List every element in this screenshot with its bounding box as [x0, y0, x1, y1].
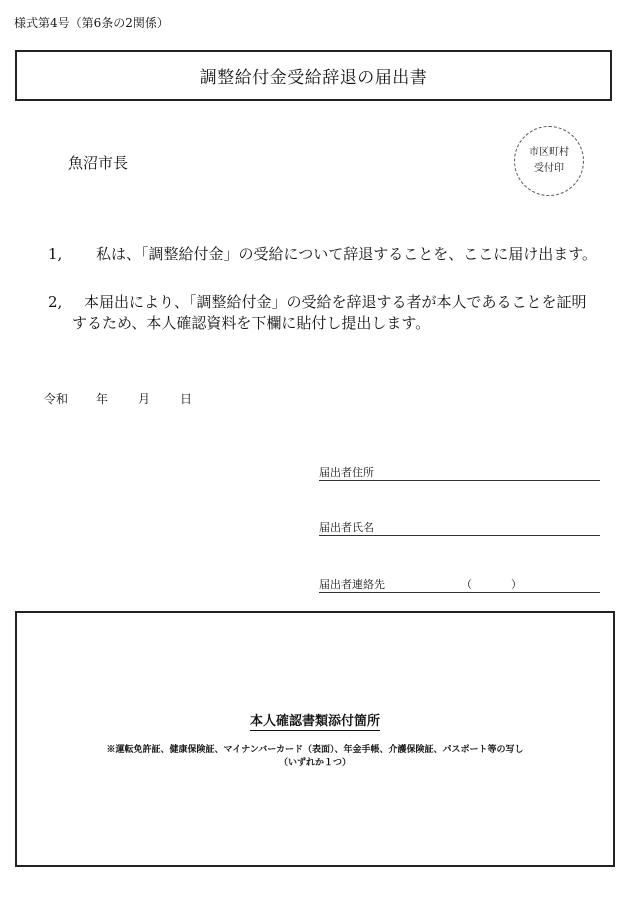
area-code-open-paren: （	[461, 578, 472, 591]
id-section-heading-text: 本人確認書類添付箇所	[249, 714, 380, 729]
id-note-line-1: ※運転免許証、健康保険証、マイナンバーカード（表面）、年金手帳、介護保険証、パスポート等の写し	[106, 745, 524, 755]
clause-1	[48, 244, 608, 266]
date-year: 年	[96, 392, 109, 406]
stamp-line-2: 受付印	[534, 163, 564, 174]
clause-text: 私は、「調整給付金」の受給について辞退することを、ここに届け出ます。	[96, 245, 598, 263]
reception-stamp-area	[514, 126, 584, 196]
address-label: 届出者住所	[319, 466, 374, 479]
clause-number: 2,	[48, 293, 63, 311]
name-field[interactable]	[319, 519, 600, 536]
stamp-line-1: 市区町村	[529, 147, 569, 158]
date-era: 令和	[44, 392, 69, 406]
form-number: 様式第4号（第6条の2関係）	[14, 16, 169, 30]
id-section-note	[15, 744, 615, 770]
clause-number: 1,	[48, 245, 63, 263]
id-note-line-2: （いずれか１つ）	[278, 758, 351, 768]
date-line	[44, 390, 192, 407]
recipient-label: 魚沼市長	[68, 154, 129, 172]
clause-text-line-1: 本届出により、「調整給付金」の受給を辞退する者が本人であることを証明	[84, 293, 587, 311]
name-label: 届出者氏名	[319, 521, 374, 534]
address-field[interactable]	[319, 464, 600, 481]
area-code-close-paren: ）	[511, 578, 522, 591]
date-month: 月	[138, 392, 151, 406]
document-title-box	[15, 50, 612, 101]
id-document-attachment-area[interactable]	[15, 611, 615, 867]
date-day: 日	[180, 392, 193, 406]
contact-label: 届出者連絡先	[319, 578, 385, 591]
id-section-heading	[15, 710, 615, 729]
clause-text-line-2: するため、本人確認資料を下欄に貼付し提出します。	[72, 314, 431, 332]
clause-2	[48, 292, 608, 336]
document-title: 調整給付金受給辞退の届出書	[199, 68, 428, 88]
contact-field[interactable]	[319, 576, 600, 593]
